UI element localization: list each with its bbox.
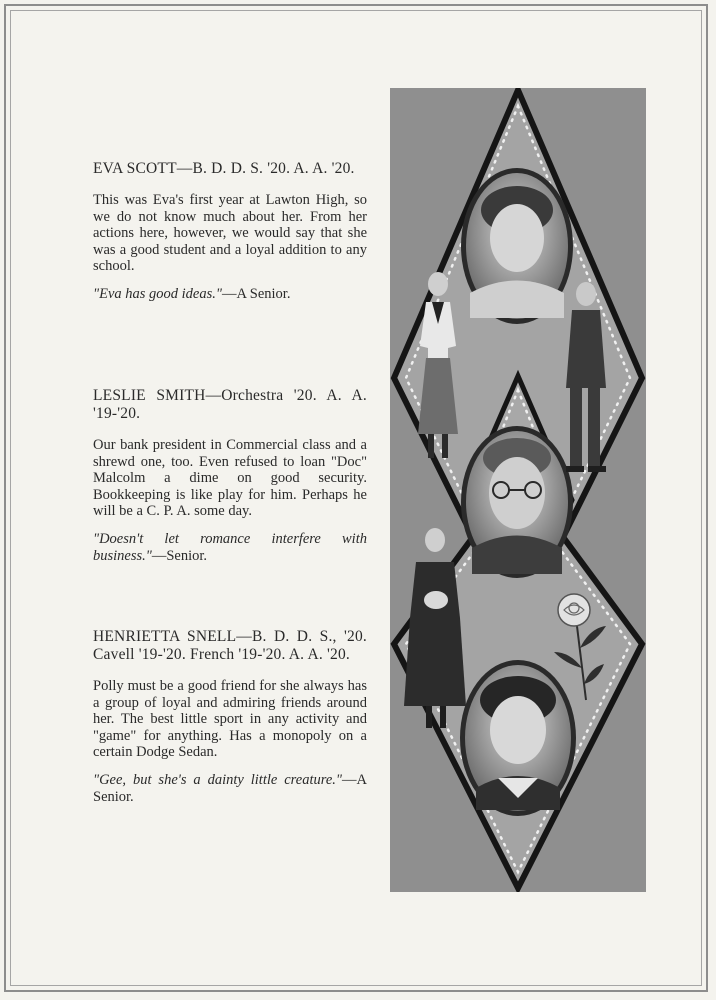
entry-description: Our bank president in Commercial class and a shrewd one, too. Even refused to loan "Doc" Malcolm a dime on good security. Bookkeeping is like play for him. Perhaps he will be a C. P. A. some day. [93, 437, 367, 519]
entry-quote-line [93, 286, 367, 303]
entry-quote: "Eva has good ideas." [93, 285, 222, 302]
entry-quote-attribution: —A Senior. [221, 285, 291, 302]
entry-quote-line [93, 531, 367, 565]
portrait-eva-scott [461, 168, 573, 324]
entry-heading: LESLIE SMITH—Orchestra '20. A. A. '19-'20. [93, 387, 367, 422]
entry-heading: EVA SCOTT—B. D. D. S. '20. A. A. '20. [93, 160, 355, 177]
entry-quote: "Doesn't let romance interfere with business." [93, 530, 367, 564]
entry-heading: HENRIETTA SNELL—B. D. D. S., '20. Cavell '19-'20. French '19-'20. A. A. '20. [93, 628, 367, 663]
entry-quote: "Gee, but she's a dainty little creature." [93, 771, 343, 788]
entry-quote-line [93, 772, 367, 806]
senior-entry-henrietta-snell [93, 628, 367, 806]
senior-entry-eva-scott [93, 160, 367, 303]
portrait-leslie-smith [461, 426, 573, 578]
portrait-henrietta-snell [460, 660, 576, 816]
entry-description: This was Eva's first year at Lawton High, so we do not know much about her. From her actions here, however, we would say that she was a good student and a loyal addition to any school. [93, 192, 367, 274]
diamond-frame-artwork [390, 88, 646, 892]
entry-quote-attribution: —Senior. [151, 547, 208, 564]
senior-entry-leslie-smith [93, 387, 367, 565]
photo-panel [390, 88, 646, 892]
entry-description: Polly must be a good friend for she always has a group of loyal and admiring friends around her. The best little sport in any activity and "game" for anything. Has a monopoly on a certain Dodge Sedan. [93, 678, 367, 760]
entry-quote-attribution: —A Senior. [93, 771, 367, 805]
